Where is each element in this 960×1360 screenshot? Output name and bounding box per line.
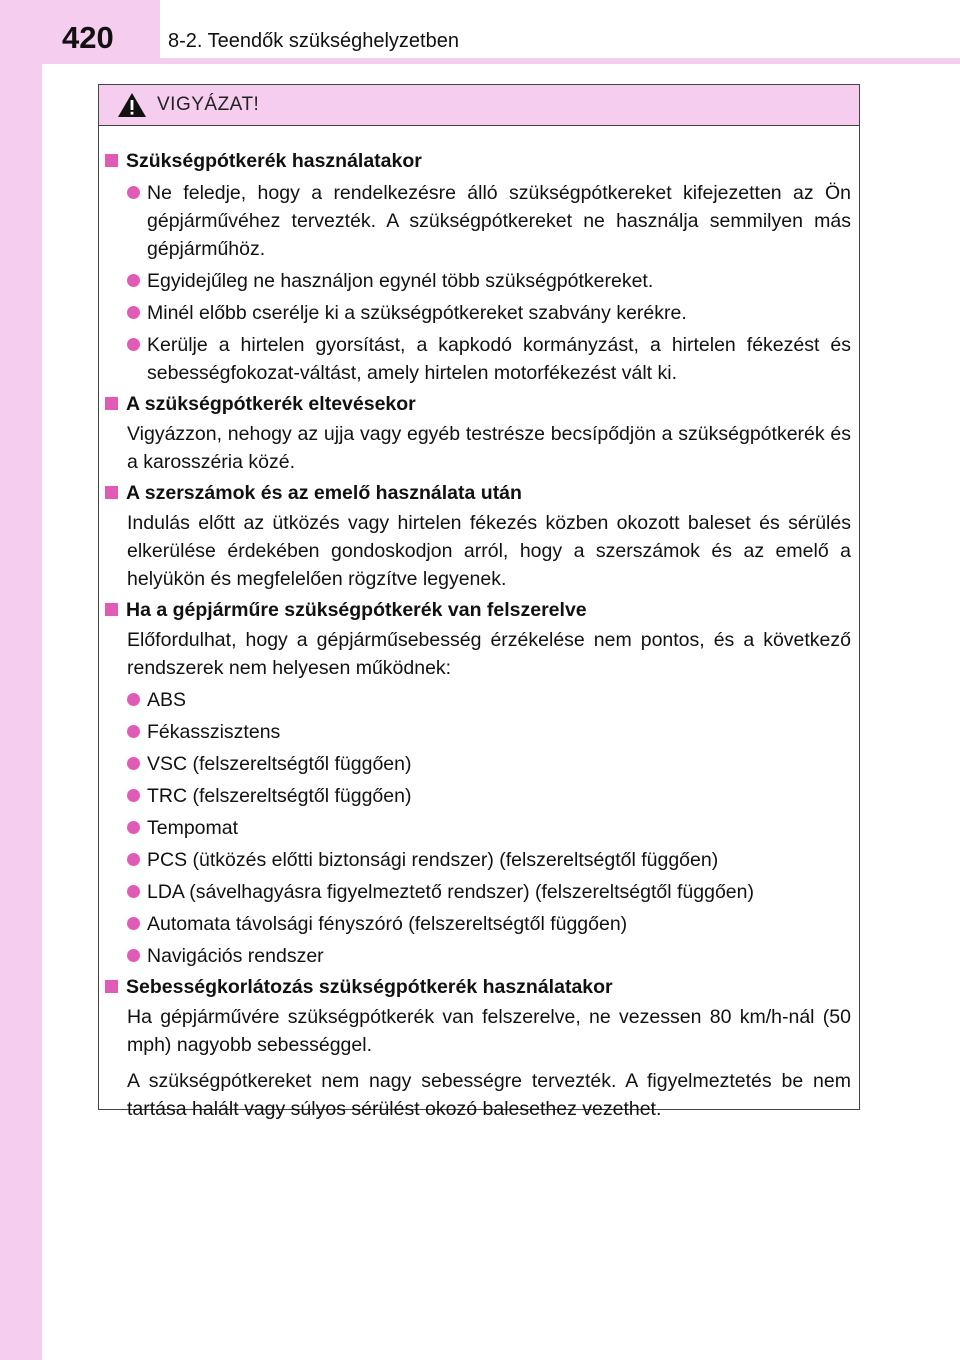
section-heading: Ha a gépjárműre szükségpótkerék van felszerelve — [103, 596, 851, 624]
warning-title: VIGYÁZAT! — [157, 94, 260, 115]
dot-bullet-icon — [127, 693, 140, 706]
list-item: PCS (ütközés előtti biztonsági rendszer) (felszereltségtől függően) — [127, 846, 851, 874]
square-bullet-icon — [105, 154, 118, 167]
list-item: Automata távolsági fényszóró (felszereltségtől függően) — [127, 910, 851, 938]
dot-bullet-icon — [127, 885, 140, 898]
list-item: ABS — [127, 686, 851, 714]
warning-box — [98, 84, 860, 1120]
list-item: VSC (felszereltségtől függően) — [127, 750, 851, 778]
square-bullet-icon — [105, 397, 118, 410]
list-item: Navigációs rendszer — [127, 942, 851, 970]
square-bullet-icon — [105, 603, 118, 616]
paragraph: Vigyázzon, nehogy az ujja vagy egyéb testrésze becsípődjön a szükségpótkerék és a karosszéria közé. — [127, 423, 851, 473]
paragraph: Előfordulhat, hogy a gépjárműsebesség érzékelése nem pontos, és a következő rendszerek nem helyesen működnek: — [127, 629, 851, 679]
dot-bullet-icon — [127, 186, 140, 199]
list-item: LDA (sávelhagyásra figyelmeztető rendszer) (felszereltségtől függően) — [127, 878, 851, 906]
list-item: Minél előbb cserélje ki a szükségpótkereket szabvány kerékre. — [127, 299, 851, 327]
list-item: TRC (felszereltségtől függően) — [127, 782, 851, 810]
page-number: 420 — [62, 20, 114, 55]
list-item: Fékasszisztens — [127, 718, 851, 746]
dot-bullet-icon — [127, 338, 140, 351]
warning-header — [99, 85, 859, 126]
dot-bullet-icon — [127, 949, 140, 962]
dot-bullet-icon — [127, 274, 140, 287]
list-item: Tempomat — [127, 814, 851, 842]
list-item: Ne feledje, hogy a rendelkezésre álló szükségpótkereket kifejezetten az Ön gépjárművéhez tervezték. A szükségpótkereket ne használja semmilyen más gépjárműhöz. — [127, 179, 851, 263]
dot-bullet-icon — [127, 821, 140, 834]
section-heading: Sebességkorlátozás szükségpótkerék használatakor — [103, 973, 851, 1001]
warning-triangle-icon — [117, 92, 147, 118]
list-item: Kerülje a hirtelen gyorsítást, a kapkodó kormányzást, a hirtelen fékezést és sebességfokozat-váltást, amely hirtelen motorfékezést vált ki. — [127, 331, 851, 387]
square-bullet-icon — [105, 486, 118, 499]
square-bullet-icon — [105, 980, 118, 993]
warning-content — [99, 126, 859, 1123]
dot-bullet-icon — [127, 306, 140, 319]
dot-bullet-icon — [127, 725, 140, 738]
paragraph: A szükségpótkereket nem nagy sebességre tervezték. A figyelmeztetés be nem tartása halált vagy súlyos sérülést okozó balesethez vezethet. — [127, 1070, 851, 1120]
side-color-band — [0, 0, 42, 1360]
dot-bullet-icon — [127, 757, 140, 770]
section-heading: A szerszámok és az emelő használata után — [103, 479, 851, 507]
paragraph: Ha gépjárművére szükségpótkerék van felszerelve, ne vezessen 80 km/h-nál (50 mph) nagyobb sebességgel. — [127, 1006, 851, 1056]
chapter-title: 8-2. Teendők szükséghelyzetben — [168, 30, 459, 52]
section-heading: Szükségpótkerék használatakor — [103, 147, 851, 175]
section-heading: A szükségpótkerék eltevésekor — [103, 390, 851, 418]
dot-bullet-icon — [127, 853, 140, 866]
dot-bullet-icon — [127, 789, 140, 802]
paragraph: Indulás előtt az ütközés vagy hirtelen fékezés közben okozott baleset és sérülés elkerülése érdekében gondoskodjon arról, hogy a szerszámok és az emelő a helyükön és megfelelően rögzítve legyenek. — [127, 512, 851, 590]
dot-bullet-icon — [127, 917, 140, 930]
list-item: Egyidejűleg ne használjon egynél több szükségpótkereket. — [127, 267, 851, 295]
